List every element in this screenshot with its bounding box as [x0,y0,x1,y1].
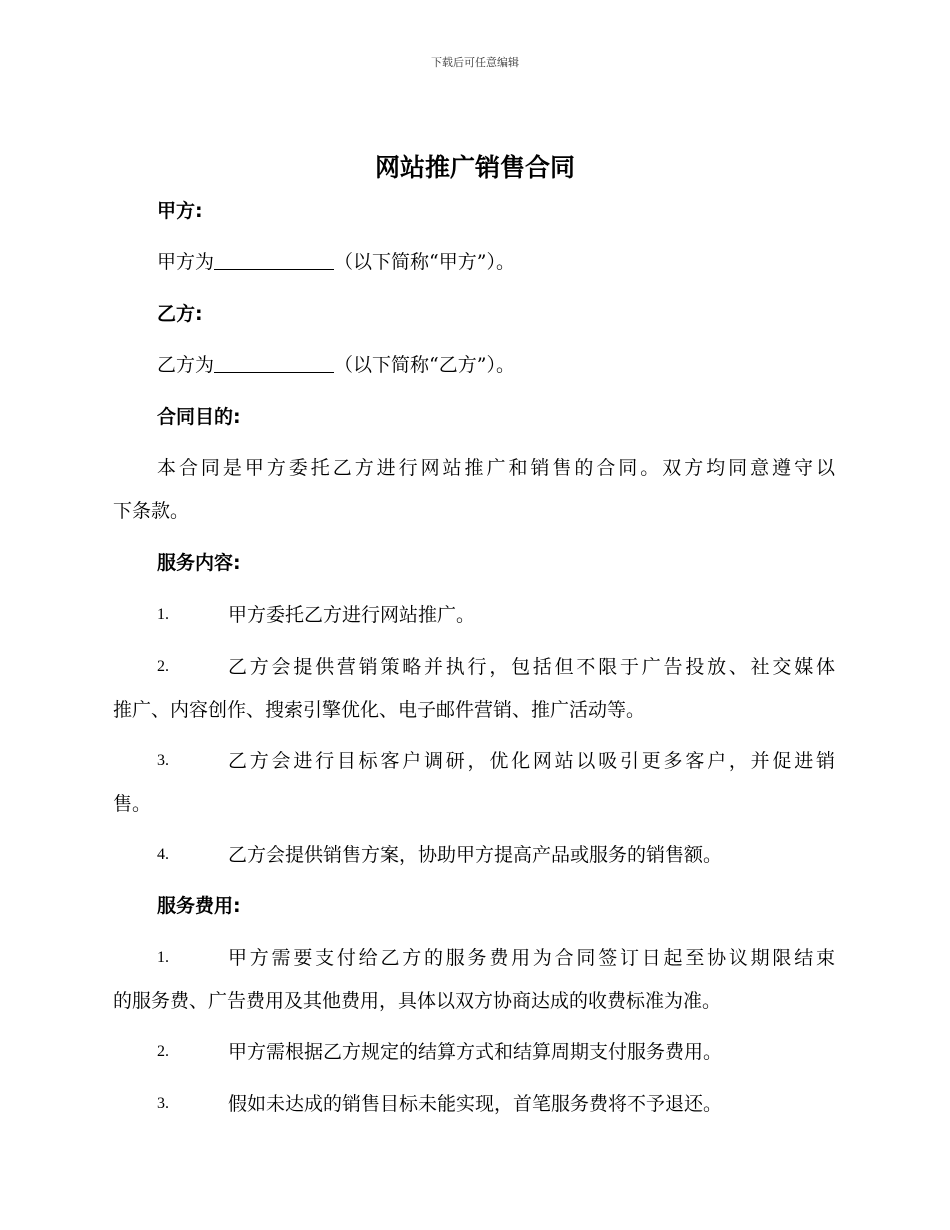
page-title: 网站推广销售合同 [374,153,575,182]
party-a-line [157,249,515,275]
purpose-label: 合同目的: [157,406,241,428]
services-label: 服务内容: [157,552,241,574]
party-b-line [157,352,515,378]
fee-item-2-text: 甲方需根据乙方规定的结算方式和结算周期支付服务费用。 [228,1041,723,1063]
party-b-blank[interactable] [214,352,334,373]
party-b-suffix: （以下简称“乙方”）。 [334,354,515,376]
service-item-2-text-line1: 乙方会提供营销策略并执行，包括但不限于广告投放、社交媒体 [228,656,835,678]
party-a-blank[interactable] [214,249,334,270]
party-b-prefix: 乙方为 [157,354,215,376]
service-item-2-num: 2. [157,658,169,675]
fee-item-2-num: 2. [157,1043,169,1060]
party-a-suffix: （以下简称“甲方”）。 [334,251,515,273]
fee-item-1-text-line2: 的服务费、广告费用及其他费用，具体以双方协商达成的收费标准为准。 [113,990,722,1012]
fee-item-1-num: 1. [157,949,169,966]
purpose-text-line2: 下条款。 [113,500,190,522]
fee-item-3-text: 假如未达成的销售目标未能实现，首笔服务费将不予退还。 [228,1093,723,1115]
party-a-label: 甲方: [157,200,203,222]
service-item-4-num: 4. [157,846,169,863]
party-b-label: 乙方: [157,303,203,325]
service-item-1-text: 甲方委托乙方进行网站推广。 [228,604,476,626]
party-a-prefix: 甲方为 [157,251,215,273]
purpose-text-line1: 本合同是甲方委托乙方进行网站推广和销售的合同。双方均同意遵守以 [157,457,835,479]
header-note: 下载后可任意编辑 [431,56,519,69]
service-item-2-text-line2: 推广、内容创作、搜索引擎优化、电子邮件营销、推广活动等。 [113,699,646,721]
fee-item-3-num: 3. [157,1095,169,1112]
service-item-3-text-line1: 乙方会进行目标客户调研，优化网站以吸引更多客户，并促进销 [228,750,835,772]
fees-label: 服务费用: [157,895,241,917]
service-item-1-num: 1. [157,606,169,623]
fee-item-1-text-line1: 甲方需要支付给乙方的服务费用为合同签订日起至协议期限结束 [228,947,835,969]
service-item-3-num: 3. [157,752,169,769]
service-item-4-text: 乙方会提供销售方案，协助甲方提高产品或服务的销售额。 [228,844,723,866]
service-item-3-text-line2: 售。 [113,793,152,815]
